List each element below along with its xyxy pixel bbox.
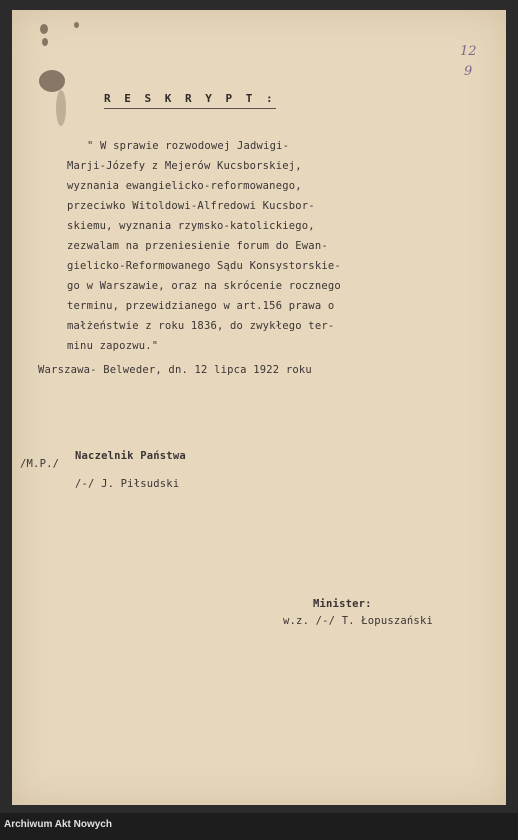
body-line: Marji-Józefy z Mejerów Kucsborskiej, [67,160,302,172]
minister-title: Minister: [313,598,372,610]
document-page [12,10,506,805]
document-title: R E S K R Y P T : [104,92,276,109]
body-line: " W sprawie rozwodowej Jadwigi- [87,140,290,152]
archive-name: Archiwum Akt Nowych [4,819,112,830]
body-line: gielicko-Reformowanego Sądu Konsystorskie- [67,260,341,272]
minister-signature: w.z. /-/ T. Łopuszański [283,615,433,627]
body-line: małżeństwie z roku 1836, do zwykłego ter- [67,320,335,332]
archive-footer [0,813,518,840]
seal-mark: /M.P./ [20,458,60,470]
body-line: terminu, przewidzianego w art.156 prawa o [67,300,335,312]
folio-mark: 9 [464,64,473,79]
body-line: skiemu, wyznania rzymsko-katolickiego, [67,220,315,232]
ink-stain [56,90,66,126]
body-line: zezwalam na przeniesienie forum do Ewan- [67,240,328,252]
body-line: wyznania ewangielicko-reformowanego, [67,180,302,192]
body-line: przeciwko Witoldowi-Alfredowi Kucsbor- [67,200,315,212]
head-of-state-title: Naczelnik Państwa [75,450,186,462]
ink-stain [74,22,79,28]
body-line: go w Warszawie, oraz na skrócenie rocznego [67,280,341,292]
place-date: Warszawa- Belweder, dn. 12 lipca 1922 roku [38,364,312,376]
body-line: minu zapozwu." [67,340,159,352]
folio-number: 12 [460,44,477,59]
ink-stain [42,38,48,46]
ink-stain [39,70,65,92]
ink-stain [40,24,48,34]
head-of-state-signature: /-/ J. Piłsudski [75,478,180,490]
